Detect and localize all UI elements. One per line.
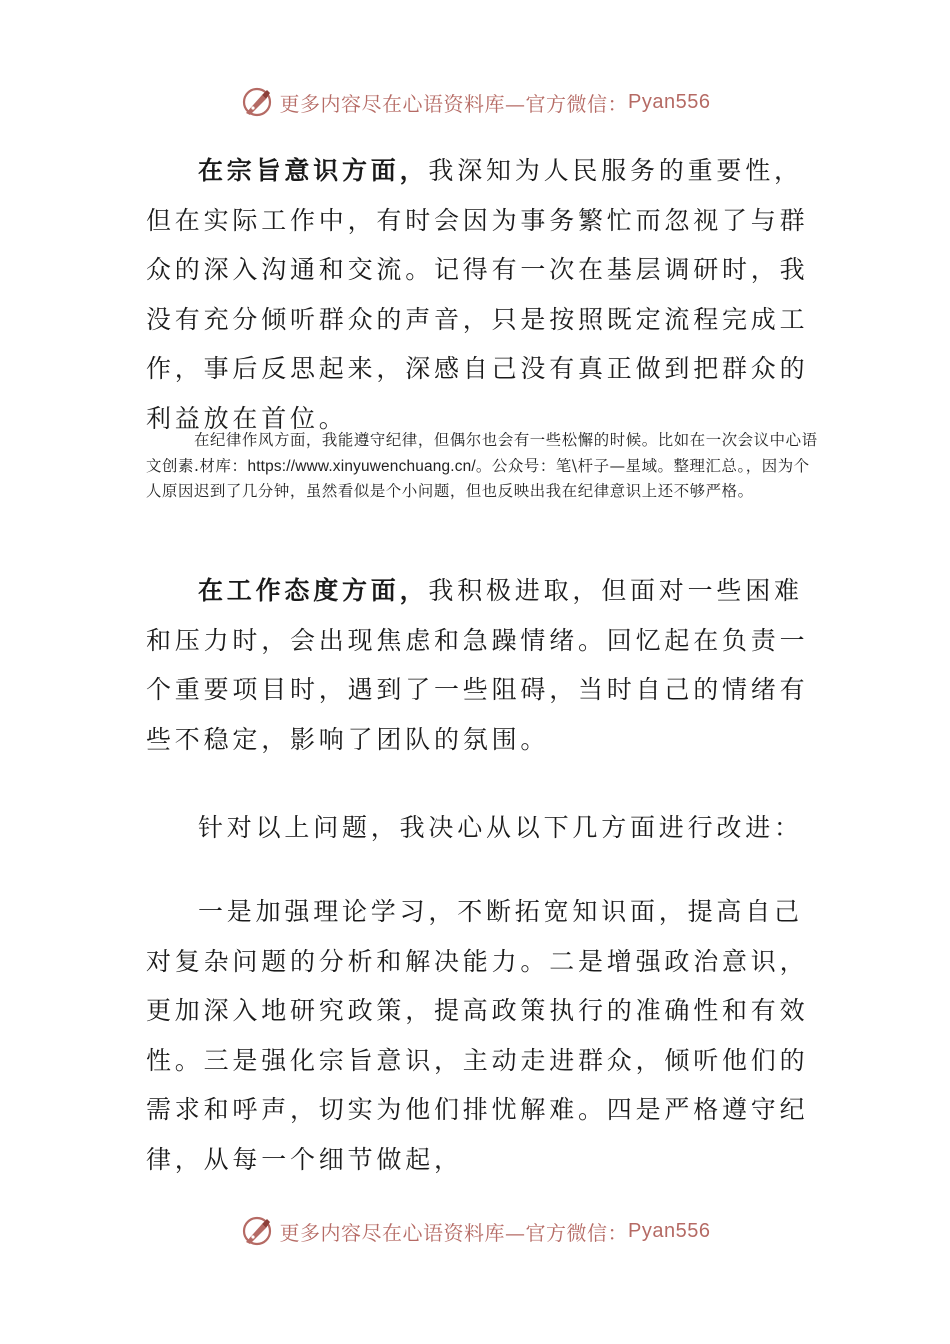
paragraph-improvement-measures — [146, 887, 816, 1184]
paragraph-body: 一是加强理论学习，不断拓宽知识面，提高自己对复杂问题的分析和解决能力。二是增强政治意识，更加深入地研究政策，提高政策执行的准确性和有效性。三是强化宗旨意识，主动走进群众，倾听他们的需求和呼声，切实为他们排忧解难。四是严格遵守纪律，从每一个细节做起， — [146, 897, 809, 1174]
banner-text: 更多内容尽在心语资料库—官方微信： — [279, 91, 629, 116]
pen-nib-logo-icon — [240, 85, 274, 119]
banner-wechat-id: Pyan556 — [628, 90, 711, 113]
pen-nib-logo-icon — [240, 1214, 274, 1248]
paragraph-body: 我积极进取，但面对一些困难和压力时，会出现焦虑和急躁情绪。回忆起在负责一个重要项目时，遇到了一些阻碍，当时自己的情绪有些不稳定，影响了团队的氛围。 — [146, 576, 809, 754]
paragraph-heading: 在宗旨意识方面， — [198, 156, 429, 185]
source-url: https://www.xinyuwenchuang.cn/ — [247, 457, 476, 475]
paragraph-body: 针对以上问题，我决心从以下几方面进行改进： — [198, 813, 803, 842]
paragraph-body-part: 在纪律作风方面，我能遵守纪律，但偶尔也会有一些松懈的时候。比如在一次会议中心语文创素.材库： — [146, 431, 818, 475]
footer-watermark-banner — [0, 1211, 950, 1251]
paragraph-improvement-intro — [146, 803, 816, 853]
paragraph-heading: 在工作态度方面， — [198, 576, 429, 605]
paragraph-body-part: 。公众号：笔\杆子—星域。整理汇总。，因为个人原因迟到了几分钟，虽然看似是个小问题，但也反映出我在纪律意识上还不够严格。 — [146, 456, 810, 500]
paragraph-purpose-awareness — [146, 146, 816, 443]
banner-wechat-id: Pyan556 — [628, 1219, 711, 1242]
header-watermark-banner — [0, 82, 950, 122]
paragraph-work-attitude — [146, 566, 816, 764]
paragraph-body: 我深知为人民服务的重要性，但在实际工作中，有时会因为事务繁忙而忽视了与群众的深入沟通和交流。记得有一次在基层调研时，我没有充分倾听群众的声音，只是按照既定流程完成工作，事后反思起来，深感自己没有真正做到把群众的利益放在首位。 — [146, 156, 809, 433]
paragraph-discipline-style — [146, 428, 818, 505]
banner-text: 更多内容尽在心语资料库—官方微信： — [279, 1220, 629, 1245]
